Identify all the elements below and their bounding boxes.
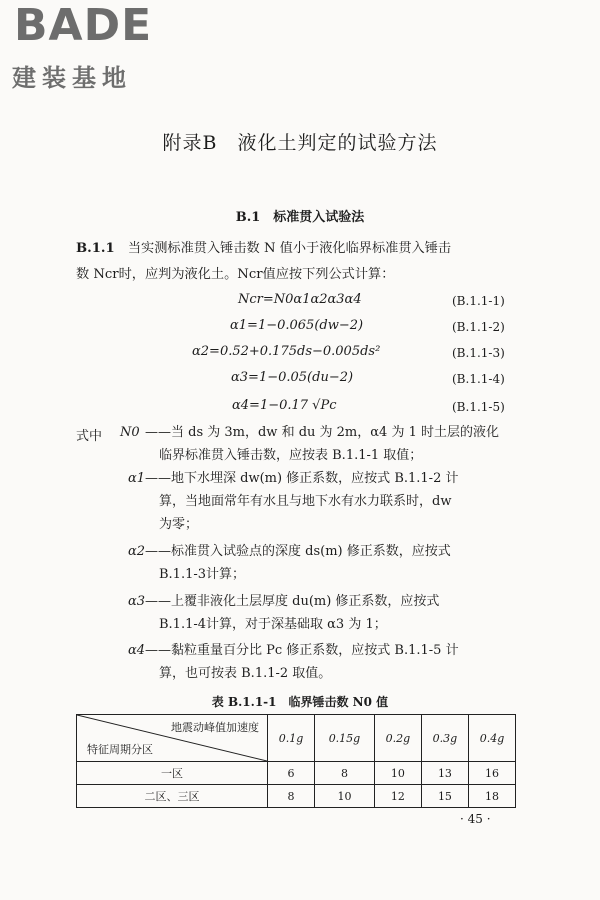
equation-3-number: (B.1.1-3) [452, 346, 505, 360]
def-a4-line-1: ——黏粒重量百分比 Pc 修正系数，应按式 B.1.1-5 计 [145, 643, 459, 658]
clause-line-2: 数 Ncr时，应判为液化土。Ncr值应按下列公式计算： [76, 267, 395, 282]
table-header-row [77, 715, 516, 762]
equation-2-number: (B.1.1-2) [452, 320, 505, 334]
def-a4-line-2: 算，也可按表 B.1.1-2 取值。 [159, 666, 332, 681]
table-cell: 8 [315, 762, 375, 785]
table-row [77, 785, 516, 808]
equation-1-number: (B.1.1-1) [452, 294, 505, 308]
def-n0-line-2: 临界标准贯入锤击数，应按表 B.1.1-1 取值； [159, 448, 423, 463]
column-header: 0.2g [374, 715, 421, 762]
table-caption: 表 B.1.1-1 临界锤击数 N0 值 [211, 695, 389, 709]
def-symbol-n0: N0 [120, 425, 140, 440]
header-top-label: 地震动峰值加速度 [171, 721, 259, 734]
table-cell: 10 [374, 762, 421, 785]
def-symbol-a4: α4 [128, 643, 146, 658]
equation-2: α1=1−0.065(dw−2) [230, 318, 364, 333]
header-left-label: 特征周期分区 [87, 743, 153, 756]
def-a3-line-2: B.1.1-4计算，对于深基础取 α3 为 1； [159, 617, 387, 632]
equation-4-number: (B.1.1-4) [452, 372, 505, 386]
row-label: 一区 [77, 762, 268, 785]
table-cell: 12 [374, 785, 421, 808]
column-header: 0.15g [315, 715, 375, 762]
def-a3 [145, 590, 521, 636]
clause-paragraph [76, 236, 516, 288]
def-a2-line-2: B.1.1-3计算； [159, 567, 246, 582]
clause-line-1: 当实测标准贯入锤击数 N 值小于液化临界标准贯入锤击 [127, 241, 452, 256]
equation-5-number: (B.1.1-5) [452, 400, 505, 414]
table-cell: 13 [421, 762, 468, 785]
appendix-title: 附录B 液化土判定的试验方法 [162, 132, 438, 154]
def-a1 [145, 467, 521, 536]
def-a2-line-1: ——标准贯入试验点的深度 ds(m) 修正系数，应按式 [145, 544, 451, 559]
def-symbol-a3: α3 [128, 594, 146, 609]
def-a2 [145, 540, 521, 586]
def-a3-line-1: ——上覆非液化土层厚度 du(m) 修正系数，应按式 [145, 594, 440, 609]
equation-5: α4=1−0.17 √Pc [232, 398, 337, 413]
table-cell: 10 [315, 785, 375, 808]
def-a1-line-3: 为零； [159, 517, 199, 532]
def-a4 [145, 639, 521, 685]
logo-subtitle: 建装基地 [12, 64, 132, 92]
n0-table [76, 714, 516, 808]
def-symbol-a2: α2 [128, 544, 146, 559]
where-label: 式中 [76, 429, 103, 444]
column-header: 0.4g [468, 715, 515, 762]
row-label: 二区、三区 [77, 785, 268, 808]
clause-id: B.1.1 [76, 241, 115, 256]
table-cell: 15 [421, 785, 468, 808]
def-symbol-a1: α1 [128, 471, 146, 486]
table-cell: 8 [268, 785, 315, 808]
column-header: 0.3g [421, 715, 468, 762]
def-a1-line-1: ——地下水埋深 dw(m) 修正系数，应按式 B.1.1-2 计 [145, 471, 459, 486]
table-row [77, 762, 516, 785]
table-cell: 16 [468, 762, 515, 785]
equation-1: Ncr=N0α1α2α3α4 [238, 292, 362, 307]
diagonal-header-cell [77, 715, 268, 762]
equation-3: α2=0.52+0.175ds−0.005ds² [192, 344, 381, 359]
section-heading: B.1 标准贯入试验法 [235, 210, 365, 225]
def-n0-line-1: ——当 ds 为 3m，dw 和 du 为 2m，α4 为 1 时土层的液化 [145, 425, 499, 440]
table-cell: 18 [468, 785, 515, 808]
logo-wordmark: BADE [14, 0, 153, 51]
table-cell: 6 [268, 762, 315, 785]
equation-4: α3=1−0.05(du−2) [231, 370, 354, 385]
def-n0 [145, 421, 521, 467]
def-a1-line-2: 算，当地面常年有水且与地下水有水力联系时，dw [159, 494, 452, 509]
page-number: · 45 · [460, 812, 491, 826]
column-header: 0.1g [268, 715, 315, 762]
